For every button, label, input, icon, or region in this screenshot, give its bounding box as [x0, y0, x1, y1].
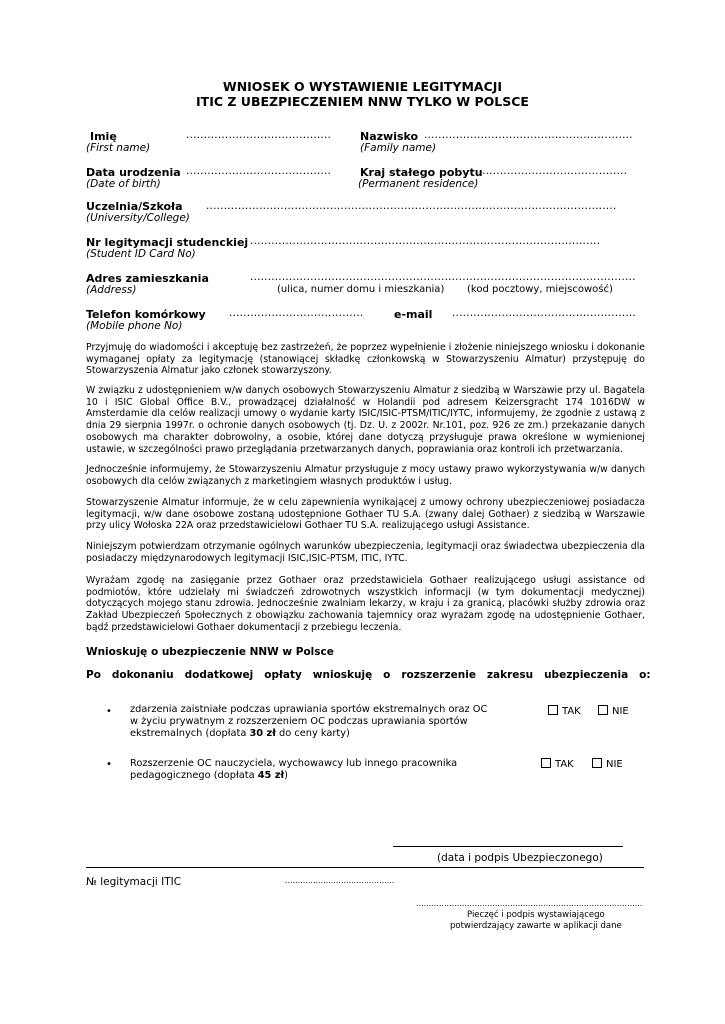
- itic-number-label: № legitymacji ITIC: [86, 876, 182, 888]
- checkbox-icon: [548, 705, 558, 715]
- phone-sub: (Mobile phone No): [86, 320, 183, 332]
- teacher-liability-price-pre: pedagogicznego (dopłata: [130, 770, 258, 782]
- teacher-liability-yes-label: TAK: [555, 759, 574, 770]
- teacher-liability-line-2: [130, 770, 457, 782]
- paragraph-confirmation: Niniejszym potwierdzam otrzymanie ogólnych warunków ubezpieczenia, legitymacji oraz świadectwa ubezpieczenia dla posiadaczy międzynarodowych legitymacji ISIC,ISIC-PTSM, ITIC, IYTC.: [86, 541, 645, 564]
- paragraph-marketing: Jednocześnie informujemy, że Stowarzyszeniu Almatur przysługuje z mocy ustawy prawo wykorzystywania w/w danych osobowych dla celów związanych z marketingiem własnych produktów i usług.: [86, 464, 645, 487]
- family-name-label: Nazwisko: [360, 130, 419, 143]
- bullet-2: •: [106, 759, 112, 770]
- extreme-sports-price-post: do ceny karty): [275, 728, 350, 740]
- stamp-caption-line-1: Pieczęć i podpis wystawiającego: [467, 910, 605, 920]
- student-id-label: Nr legitymacji studenckiej: [86, 236, 249, 249]
- extreme-sports-price-pre: ekstremalnych (dopłata: [130, 728, 250, 740]
- teacher-liability-yes-checkbox[interactable]: [541, 758, 574, 770]
- checkbox-icon: [592, 758, 602, 768]
- stamp-caption-line-2: potwierdzający zawarte w aplikacji dane: [450, 921, 622, 931]
- birth-date-sub: (Date of birth): [86, 178, 161, 190]
- itic-number-field[interactable]: ...........................................: [285, 876, 395, 885]
- address-field[interactable]: .............................................................................................................: [250, 271, 636, 283]
- stamp-signature-field[interactable]: .........................................................................................: [416, 899, 643, 908]
- paragraph-membership: Przyjmuję do wiadomości i akceptuję bez zastrzeżeń, że poprzez wypełnienie i złożenie niniejszego wniosku i dokonanie wymaganej opłaty za legitymację (stanowiącej składkę członkowską w Stowarzyszeniu Almatur) przystępuję do Stowarzyszenia Almatur jako członek stowarzyszony.: [86, 342, 645, 377]
- teacher-liability-price-post: ): [284, 770, 288, 782]
- extreme-sports-line-3: [130, 728, 487, 740]
- birth-date-field[interactable]: .........................................: [186, 165, 332, 177]
- address-label: Adres zamieszkania: [86, 272, 209, 285]
- address-hint-street: (ulica, numer domu i mieszkania): [277, 284, 445, 295]
- university-field[interactable]: ....................................................................................................................: [206, 200, 617, 212]
- residence-field[interactable]: ...........................................: [475, 165, 628, 177]
- student-id-field[interactable]: ...................................................................................................: [250, 235, 601, 247]
- teacher-liability-no-checkbox[interactable]: [592, 758, 623, 770]
- title-line-2: ITIC Z UBEZPIECZENIEM NNW TYLKO W POLSCE: [196, 94, 529, 109]
- phone-field[interactable]: ......................................: [229, 307, 364, 319]
- extreme-sports-option: [130, 704, 487, 741]
- email-field[interactable]: ....................................................: [452, 307, 636, 319]
- residence-label: Kraj stałego pobytu: [360, 166, 483, 179]
- family-name-sub: (Family name): [360, 142, 437, 154]
- first-name-label: Imię: [90, 130, 117, 143]
- insurance-extension-text: Po dokonaniu dodatkowej opłaty wnioskuję o rozszerzenie zakresu ubezpieczenia o:: [86, 669, 651, 681]
- title-line-1: WNIOSEK O WYSTAWIENIE LEGITYMACJI: [222, 79, 503, 94]
- checkbox-icon: [541, 758, 551, 768]
- teacher-liability-line-1: Rozszerzenie OC nauczyciela, wychowawcy lub innego pracownika: [130, 758, 458, 769]
- student-id-sub: (Student ID Card No): [86, 248, 196, 260]
- extreme-sports-line-1: zdarzenia zaistniałe podczas uprawiania sportów ekstremalnych oraz OC: [130, 704, 488, 715]
- teacher-liability-option: [130, 758, 457, 782]
- bullet-1: •: [106, 706, 112, 717]
- birth-date-label: Data urodzenia: [86, 166, 181, 179]
- paragraph-insurer: Stowarzyszenie Almatur informuje, że w celu zapewnienia wynikającej z umowy ochrony ubezpieczeniowej posiadacza legitymacji, w/w dane osobowe zostaną udostępnione Gothaer TU S.A. (zwany dalej Gothaer) z siedzibą w Warszawie przy ulicy Wołoska 22A oraz przedstawicielowi Gothaer TU S.A. realizującego usługi Assistance.: [86, 497, 645, 532]
- extreme-sports-no-label: NIE: [612, 706, 629, 717]
- extreme-sports-price: 30 zł: [249, 728, 276, 740]
- section-divider: [86, 867, 644, 868]
- residence-sub: (Permanent residence): [358, 178, 479, 190]
- paragraph-data-protection: W związku z udostępnieniem w/w danych osobowych Stowarzyszeniu Almatur z siedzibą w Warszawie przy ul. Bagatela 10 i ISIC Global Office B.V., prowadzącej działalność w Holandii pod adresem Keizersgracht 174 1016DW w Amsterdamie dla celów realizacji umowy o wydanie karty ISIC/ISIC-PTSM/ITIC/IYTC, informujemy, że zgodnie z ustawą z dnia 29 sierpnia 1997r. o ochronie danych osobowych (tj. Dz. U. z 2002r. Nr.101, poz. 926 ze zm.) przekazanie danych osobowych ma charakter dobrowolny, a osobie, której dane dotyczą przysługuje prawa określone w wymienionej ustawie, w szczególności prawo przeglądania przetwarzanych danych, poprawiania oraz kontroli ich przetwarzania.: [86, 385, 645, 455]
- address-hint-postal: (kod pocztowy, miejscowość): [467, 284, 613, 295]
- teacher-liability-no-label: NIE: [606, 759, 623, 770]
- checkbox-icon: [598, 705, 608, 715]
- email-label: e-mail: [394, 308, 433, 321]
- insurance-heading: Wnioskuję o ubezpieczenie NNW w Polsce: [86, 646, 334, 658]
- university-sub: (University/College): [86, 212, 190, 224]
- signature-line[interactable]: [393, 846, 623, 847]
- extreme-sports-yes-label: TAK: [562, 706, 581, 717]
- first-name-field[interactable]: .........................................: [186, 129, 332, 141]
- address-sub: (Address): [86, 284, 137, 296]
- teacher-liability-price: 45 zł: [257, 770, 285, 782]
- family-name-field[interactable]: ...........................................................: [424, 129, 633, 141]
- first-name-sub: (First name): [86, 142, 151, 154]
- signature-caption: (data i podpis Ubezpieczonego): [437, 852, 603, 864]
- extreme-sports-no-checkbox[interactable]: [598, 705, 629, 717]
- extreme-sports-yes-checkbox[interactable]: [548, 705, 581, 717]
- paragraph-medical-consent: Wyrażam zgodę na zasięganie przez Gothaer oraz przedstawiciela Gothaer realizującego usługi assistance od podmiotów, które udzielały mi świadczeń zdrowotnych wszystkich informacji (w tym dokumentacji medycznej) dotyczących mojego stanu zdrowia. Jednocześnie zwalniam lekarzy, w kraju i za granicą, placówki służby zdrowia oraz Zakład Ubezpieczeń Społecznych z obowiązku zachowania tajemnicy oraz wyrażam zgodę na udostępnienie Gothaer, bądź przedstawicielowi Gothaer dokumentacji z przebiegu leczenia.: [86, 575, 645, 633]
- university-label: Uczelnia/Szkoła: [86, 200, 183, 213]
- extreme-sports-line-2: w życiu prywatnym z rozszerzeniem OC podczas uprawiania sportów: [130, 716, 468, 728]
- phone-label: Telefon komórkowy: [86, 308, 206, 321]
